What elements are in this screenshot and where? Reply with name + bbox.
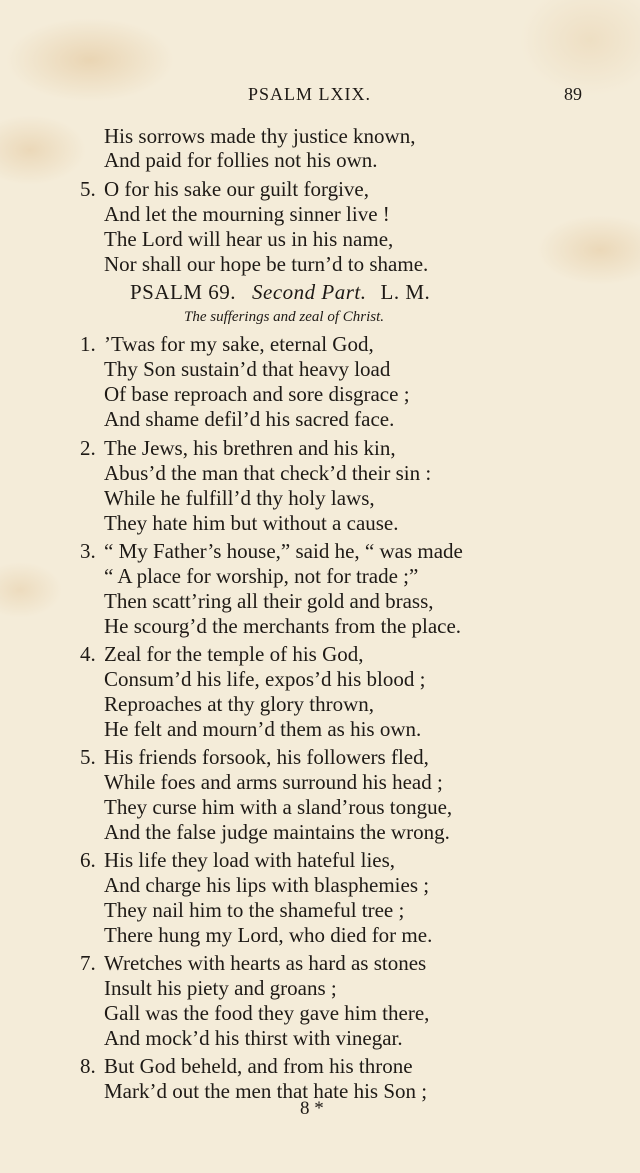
verse-line: “ A place for worship, not for trade ;” <box>104 564 419 588</box>
stanza-number: 5. <box>80 745 96 769</box>
verse-line: Nor shall our hope be turn’d to shame. <box>104 252 429 276</box>
stanza-number: 7. <box>80 951 96 975</box>
page-number: 89 <box>564 84 582 104</box>
stanza-number: 5. <box>80 177 96 201</box>
psalm-heading <box>130 280 430 305</box>
stanza-number: 8. <box>80 1054 96 1078</box>
verse-line: Consum’d his life, expos’d his blood ; <box>104 667 426 691</box>
verse-line: O for his sake our guilt forgive, <box>104 177 369 201</box>
verse-line: They nail him to the shameful tree ; <box>104 898 405 922</box>
verse-line: Of base reproach and sore disgrace ; <box>104 382 410 406</box>
stanza-number: 2. <box>80 436 96 460</box>
stanza-number: 3. <box>80 539 96 563</box>
verse-line: ’Twas for my sake, eternal God, <box>104 332 374 356</box>
verse-line: They curse him with a sland’rous tongue, <box>104 795 453 819</box>
verse-line: Thy Son sustain’d that heavy load <box>104 357 391 381</box>
psalm-label: PSALM 69. <box>130 280 237 304</box>
psalm-part: Second Part. <box>252 280 367 304</box>
verse-line: While he fulfill’d thy holy laws, <box>104 486 375 510</box>
verse-line: And let the mourning sinner live ! <box>104 202 390 226</box>
psalm-subtitle: The sufferings and zeal of Christ. <box>184 309 385 325</box>
verse-line: The Jews, his brethren and his kin, <box>104 436 396 460</box>
verse-line: Wretches with hearts as hard as stones <box>104 951 427 975</box>
running-title: PSALM LXIX. <box>248 84 372 104</box>
verse-line: He felt and mourn’d them as his own. <box>104 717 422 741</box>
verse-line: “ My Father’s house,” said he, “ was made <box>104 539 463 563</box>
stanza-number: 1. <box>80 332 96 356</box>
verse-line: Gall was the food they gave him there, <box>104 1001 430 1025</box>
verse-line: There hung my Lord, who died for me. <box>104 923 433 947</box>
verse-line: Zeal for the temple of his God, <box>104 642 364 666</box>
verse-line: Then scatt’ring all their gold and brass, <box>104 589 434 613</box>
continuation-line: His sorrows made thy justice known, <box>104 124 416 148</box>
verse-line: Insult his piety and groans ; <box>104 976 337 1000</box>
verse-line: And the false judge maintains the wrong. <box>104 820 450 844</box>
verse-line: They hate him but without a cause. <box>104 511 399 535</box>
verse-line: Reproaches at thy glory thrown, <box>104 692 375 716</box>
continuation-line: And paid for follies not his own. <box>104 148 378 172</box>
verse-line: And mock’d his thirst with vinegar. <box>104 1026 403 1050</box>
verse-line: And shame defil’d his sacred face. <box>104 407 395 431</box>
verse-line: He scourg’d the merchants from the place. <box>104 614 462 638</box>
stanza-number: 4. <box>80 642 96 666</box>
verse-line: But God beheld, and from his throne <box>104 1054 413 1078</box>
verse-line: His friends forsook, his followers fled, <box>104 745 429 769</box>
verse-line: The Lord will hear us in his name, <box>104 227 394 251</box>
page-header <box>0 84 640 106</box>
verse-line: Mark’d out the men that hate his Son ; <box>104 1079 428 1103</box>
verse-line: Abus’d the man that check’d their sin : <box>104 461 432 485</box>
psalm-meter: L. M. <box>380 280 431 304</box>
verse-line: His life they load with hateful lies, <box>104 848 396 872</box>
signature-mark: 8 * <box>300 1098 324 1119</box>
verse-line: While foes and arms surround his head ; <box>104 770 443 794</box>
verse-line: And charge his lips with blasphemies ; <box>104 873 430 897</box>
stanza-number: 6. <box>80 848 96 872</box>
